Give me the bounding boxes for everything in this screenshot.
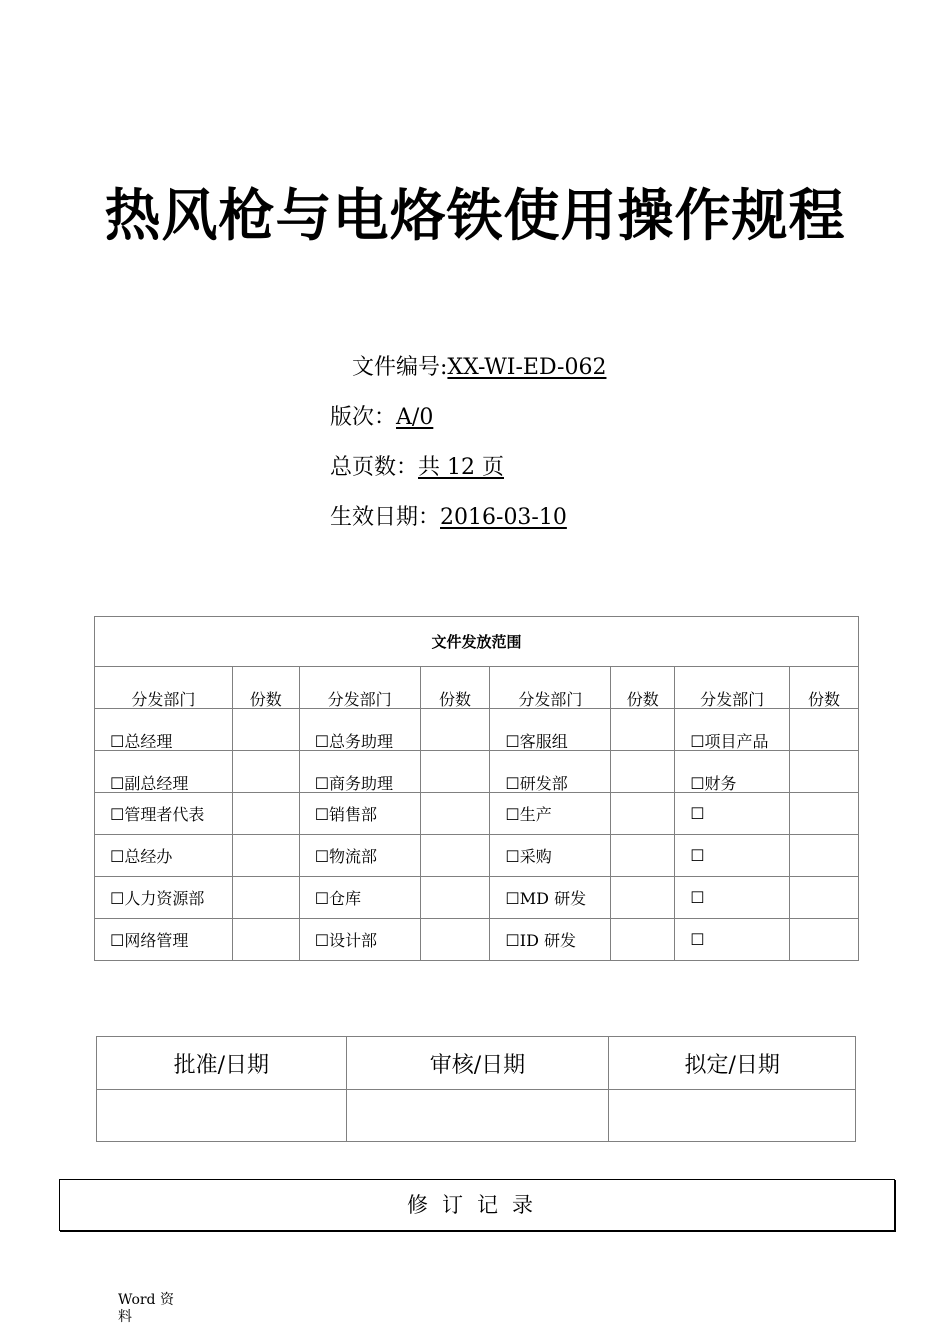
department-label: ☐商务助理 [314,774,394,793]
document-title: 热风枪与电烙铁使用操作规程 [104,184,846,249]
revision-line [330,400,433,431]
department-checkbox-cell[interactable] [675,877,790,919]
copies-cell [790,919,859,961]
copies-cell [420,709,490,751]
department-checkbox-cell[interactable] [95,835,233,877]
department-label: ☐物流部 [314,847,378,866]
department-checkbox-cell[interactable] [490,793,611,835]
column-header-text: 份数 [808,690,841,709]
department-label: ☐采购 [505,847,552,866]
department-checkbox-cell[interactable] [490,835,611,877]
doc-number-value: XX-WI-ED-062 [447,355,607,380]
copies-cell [790,793,859,835]
department-checkbox-cell[interactable] [675,709,790,751]
copies-cell [611,877,675,919]
copies-cell [232,835,299,877]
copies-cell [420,751,490,793]
doc-number-label: 文件编号: [352,355,448,380]
department-label: ☐客服组 [505,732,568,751]
department-checkbox-cell[interactable] [299,835,420,877]
revision-value: A/0 [396,405,434,430]
department-label: ☐仓库 [314,889,362,908]
approval-value-row [97,1090,856,1142]
department-checkbox-cell[interactable] [95,793,233,835]
column-header-text: 分发部门 [327,690,392,709]
approval-header-row [97,1037,856,1090]
department-checkbox-cell[interactable] [675,835,790,877]
distribution-caption: 文件发放范围 [95,617,859,667]
approve-date-header: 批准/日期 [97,1037,347,1090]
effective-date-line [330,500,567,531]
department-checkbox-cell[interactable] [299,709,420,751]
footer-note: Word 资料 [118,1292,174,1325]
department-checkbox-cell[interactable] [299,751,420,793]
department-label: ☐总经理 [110,732,173,751]
department-label: ☐网络管理 [110,931,189,950]
department-checkbox-cell[interactable] [675,793,790,835]
department-checkbox-cell[interactable] [95,877,233,919]
department-label: ☐总务助理 [314,732,394,751]
department-label: ☐ [690,804,705,823]
column-header [232,667,299,709]
revision-record-box [59,1179,895,1231]
table-row [95,709,859,751]
copies-cell [420,835,490,877]
department-checkbox-cell[interactable] [490,751,611,793]
revision-label: 版次： [330,405,397,430]
department-checkbox-cell[interactable] [95,919,233,961]
department-label: ☐财务 [690,774,737,793]
draft-date-header: 拟定/日期 [609,1037,856,1090]
department-checkbox-cell[interactable] [299,793,420,835]
table-row [95,877,859,919]
approve-date-cell [97,1090,347,1142]
department-checkbox-cell[interactable] [675,751,790,793]
approval-table [96,1036,856,1142]
copies-cell [232,751,299,793]
column-header-text: 分发部门 [700,690,765,709]
column-header [611,667,675,709]
department-checkbox-cell[interactable] [490,919,611,961]
column-header [675,667,790,709]
column-header [95,667,233,709]
copies-cell [232,793,299,835]
table-row [95,919,859,961]
department-checkbox-cell[interactable] [95,751,233,793]
effective-date-label: 生效日期： [330,505,441,530]
department-label: ☐副总经理 [110,774,189,793]
column-header-text: 分发部门 [131,690,196,709]
department-label: ☐ID 研发 [505,931,577,950]
column-header-text: 份数 [438,690,471,709]
department-label: ☐人力资源部 [110,889,205,908]
department-checkbox-cell[interactable] [490,877,611,919]
copies-cell [232,877,299,919]
review-date-header: 审核/日期 [346,1037,609,1090]
department-label: ☐ [690,888,705,907]
column-header [790,667,859,709]
department-checkbox-cell[interactable] [299,877,420,919]
column-header [420,667,490,709]
copies-cell [611,709,675,751]
copies-cell [790,751,859,793]
doc-number-line [352,350,606,381]
department-checkbox-cell[interactable] [95,709,233,751]
column-header-text: 分发部门 [518,690,583,709]
total-pages-value: 共 12 页 [418,455,504,480]
effective-date-value: 2016-03-10 [440,505,567,530]
copies-cell [611,919,675,961]
department-checkbox-cell[interactable] [675,919,790,961]
copies-cell [790,877,859,919]
department-label: ☐项目产品 [690,732,769,751]
distribution-table [94,616,859,961]
column-header-text: 份数 [626,690,659,709]
revision-record-label: 修订记录 [407,1193,547,1217]
distribution-header-row [95,667,859,709]
column-header [490,667,611,709]
total-pages-label: 总页数： [330,455,419,480]
review-date-cell [346,1090,609,1142]
copies-cell [611,751,675,793]
copies-cell [790,709,859,751]
department-label: ☐管理者代表 [110,805,205,824]
department-label: ☐总经办 [110,847,173,866]
copies-cell [611,793,675,835]
column-header-text: 份数 [249,690,282,709]
department-label: ☐ [690,930,705,949]
department-label: ☐ [690,846,705,865]
table-row [95,793,859,835]
copies-cell [420,919,490,961]
copies-cell [232,709,299,751]
copies-cell [790,835,859,877]
copies-cell [611,835,675,877]
draft-date-cell [609,1090,856,1142]
total-pages-line [330,450,504,481]
department-checkbox-cell[interactable] [299,919,420,961]
copies-cell [420,793,490,835]
department-checkbox-cell[interactable] [490,709,611,751]
department-label: ☐研发部 [505,774,568,793]
department-label: ☐销售部 [314,805,378,824]
copies-cell [232,919,299,961]
department-label: ☐生产 [505,805,552,824]
table-row [95,751,859,793]
column-header [299,667,420,709]
table-row [95,835,859,877]
department-label: ☐设计部 [314,931,378,950]
copies-cell [420,877,490,919]
department-label: ☐MD 研发 [505,889,587,908]
